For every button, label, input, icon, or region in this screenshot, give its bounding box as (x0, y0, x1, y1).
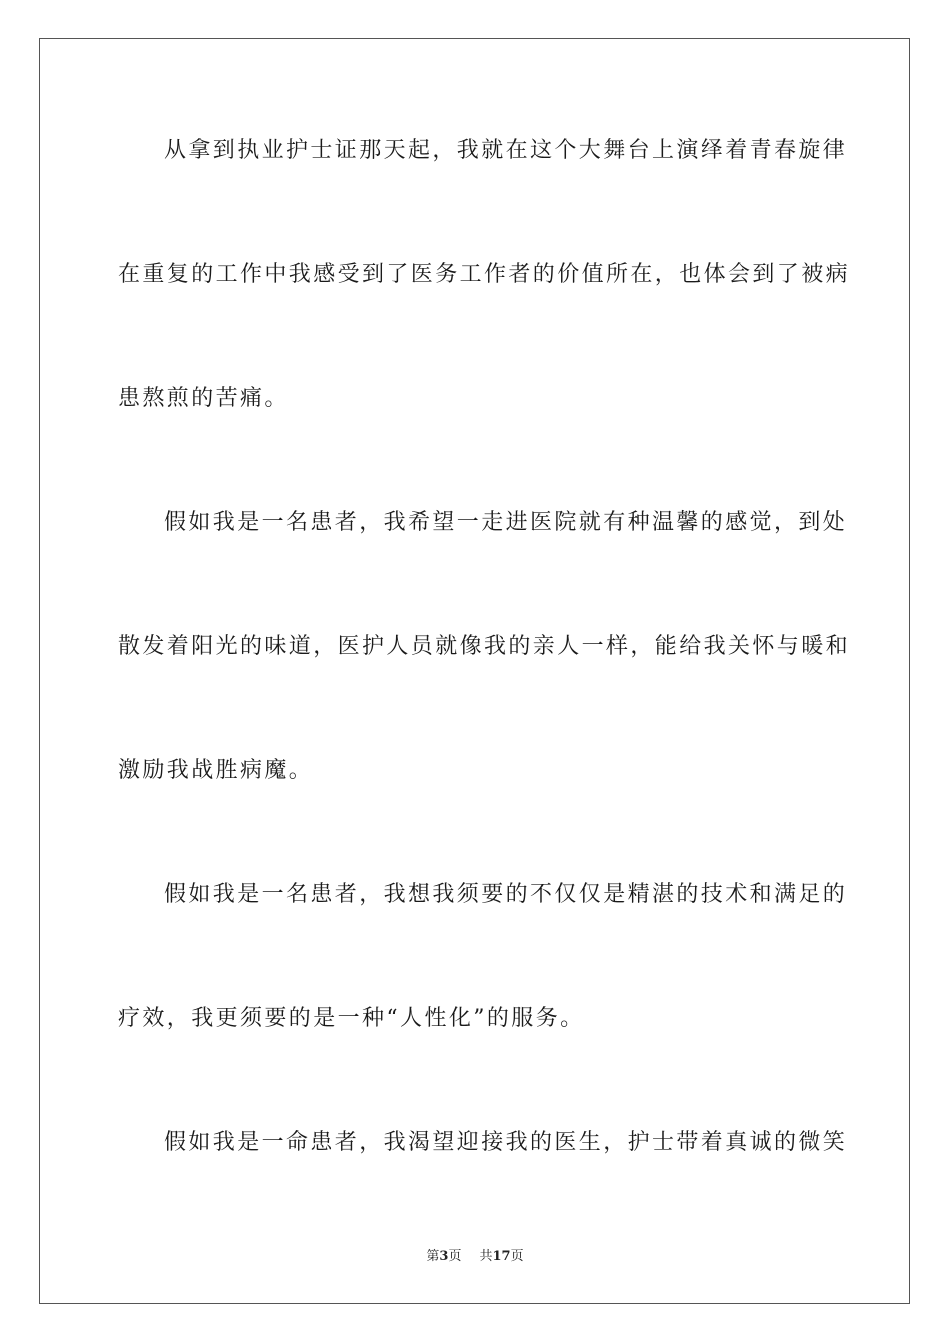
total-pages: 17 (492, 1249, 511, 1264)
page-border (39, 38, 910, 1304)
paragraph-line-2: 在重复的工作中我感受到了医务工作者的价值所在，也体会到了被病 (118, 262, 851, 287)
paragraph-line-9: 假如我是一命患者，我渴望迎接我的医生，护士带着真诚的微笑 (164, 1130, 848, 1155)
paragraph-line-3: 患熬煎的苦痛。 (118, 386, 289, 411)
page-suffix: 页 (448, 1249, 462, 1264)
page-footer (0, 1248, 950, 1266)
paragraph-line-6: 激励我战胜病魔。 (118, 758, 314, 783)
page-prefix: 第 (426, 1249, 440, 1264)
total-suffix: 页 (510, 1249, 524, 1264)
total-prefix: 共 (479, 1249, 493, 1264)
paragraph-line-7: 假如我是一名患者，我想我须要的不仅仅是精湛的技术和满足的 (164, 882, 848, 907)
paragraph-line-1: 从拿到执业护士证那天起，我就在这个大舞台上演绎着青春旋律 (164, 138, 848, 163)
paragraph-line-4: 假如我是一名患者，我希望一走进医院就有种温馨的感觉，到处 (164, 510, 848, 535)
paragraph-line-5: 散发着阳光的味道，医护人员就像我的亲人一样，能给我关怀与暖和 (118, 634, 851, 659)
paragraph-line-8: 疗效，我更须要的是一种“人性化”的服务。 (118, 1006, 585, 1031)
page-number: 3 (439, 1249, 449, 1264)
